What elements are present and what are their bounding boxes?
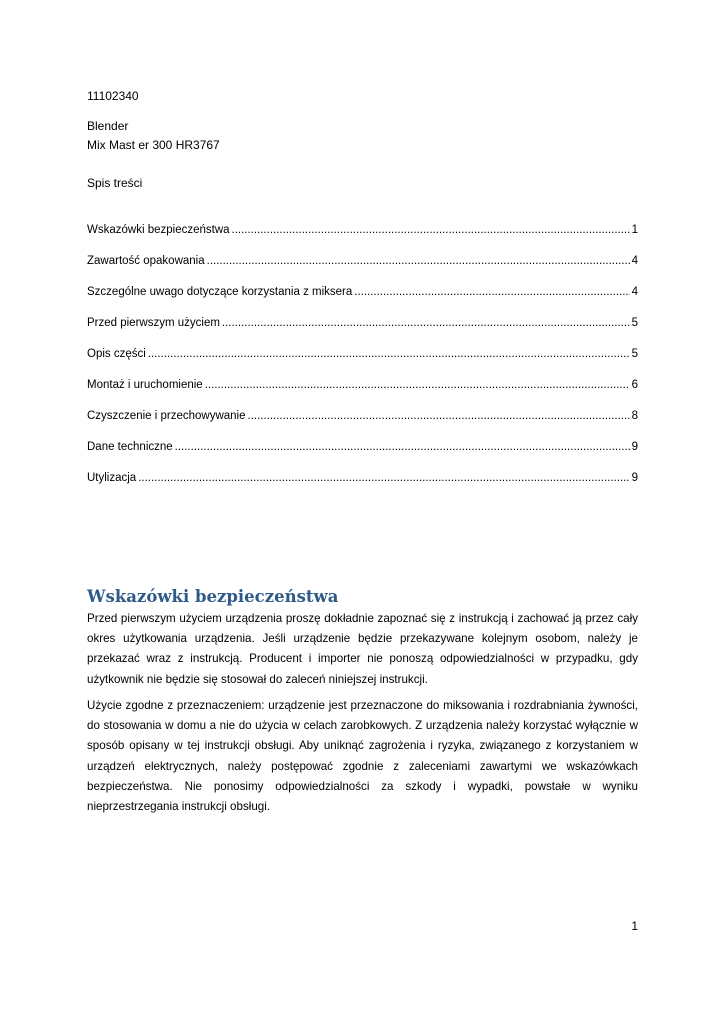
toc-entry-title: Dane techniczne — [87, 441, 173, 453]
toc-leader-dots — [138, 470, 629, 486]
toc-entry-page: 5 — [631, 348, 638, 360]
toc-leader-dots — [207, 253, 630, 269]
toc-entry-title: Zawartość opakowania — [87, 255, 205, 267]
toc-entry-page: 4 — [631, 255, 638, 267]
toc-entry-page: 1 — [631, 224, 638, 236]
toc-heading: Spis treści — [87, 176, 143, 190]
toc-leader-dots — [148, 346, 630, 362]
toc-entry-mixer-notes[interactable] — [87, 284, 638, 315]
page-number: 1 — [631, 919, 638, 933]
product-model: Mix Mast er 300 HR3767 — [87, 138, 220, 152]
toc-entry-title: Montaż i uruchomienie — [87, 379, 203, 391]
toc-entry-assembly[interactable] — [87, 377, 638, 408]
toc-entry-page: 4 — [631, 286, 638, 298]
toc-entry-disposal[interactable] — [87, 470, 638, 501]
toc-leader-dots — [205, 377, 630, 393]
toc-entry-title: Opis części — [87, 348, 146, 360]
toc-entry-page: 6 — [631, 379, 638, 391]
section-paragraph-2: Użycie zgodne z przeznaczeniem: urządzenie jest przeznaczone do miksowania i rozdrabniania żywności, do stosowania w domu a nie do użycia w celach zarobkowych. Z urządzenia należy korzystać wyłącznie w sposób opisany w tej instrukcji obsługi. Aby uniknąć zagrożenia i ryzyka, związanego z korzystaniem w urządzeń elektrycznych, należy postępować zgodnie z zaleceniami zawartymi we wskazówkach bezpieczeństwa. Nie ponosimy odpowiedzialności za szkody i wypadki, powstałe w wyniku nieprzestrzegania instrukcji obsługi. — [87, 699, 638, 814]
section-heading: Wskazówki bezpieczeństwa — [87, 587, 339, 606]
document-code: 11102340 — [87, 89, 139, 103]
toc-entry-title: Utylizacja — [87, 472, 137, 484]
toc-leader-dots — [222, 315, 630, 331]
toc-leader-dots — [175, 439, 630, 455]
toc-entry-safety[interactable] — [87, 222, 638, 253]
toc-entry-cleaning[interactable] — [87, 408, 638, 439]
toc-entry-page: 8 — [631, 410, 638, 422]
toc-entry-parts-description[interactable] — [87, 346, 638, 377]
toc-entry-title: Szczególne uwago dotyczące korzystania z miksera — [87, 286, 353, 298]
toc-entry-page: 5 — [631, 317, 638, 329]
product-type: Blender — [87, 119, 129, 133]
table-of-contents — [87, 222, 638, 501]
toc-entry-title: Przed pierwszym użyciem — [87, 317, 220, 329]
toc-leader-dots — [354, 284, 629, 300]
toc-entry-before-first-use[interactable] — [87, 315, 638, 346]
toc-entry-page: 9 — [631, 441, 638, 453]
toc-entry-title: Czyszczenie i przechowywanie — [87, 410, 246, 422]
section-paragraph-1: Przed pierwszym użyciem urządzenia proszę dokładnie zapoznać się z instrukcją i zachować ją przez cały okres użytkowania urządzenia. Jeśli urządzenie będzie przekazywane kolejnym osobom, należy je przekazać wraz z instrukcją. Producent i importer nie ponoszą odpowiedzialności w przypadku, gdy użytkownik nie będzie się stosował do zaleceń niniejszej instrukcji. — [87, 612, 638, 686]
toc-leader-dots — [248, 408, 630, 424]
toc-entry-package-contents[interactable] — [87, 253, 638, 284]
toc-entry-title: Wskazówki bezpieczeństwa — [87, 224, 230, 236]
toc-entry-technical-data[interactable] — [87, 439, 638, 470]
toc-entry-page: 9 — [631, 472, 638, 484]
toc-leader-dots — [232, 222, 630, 238]
